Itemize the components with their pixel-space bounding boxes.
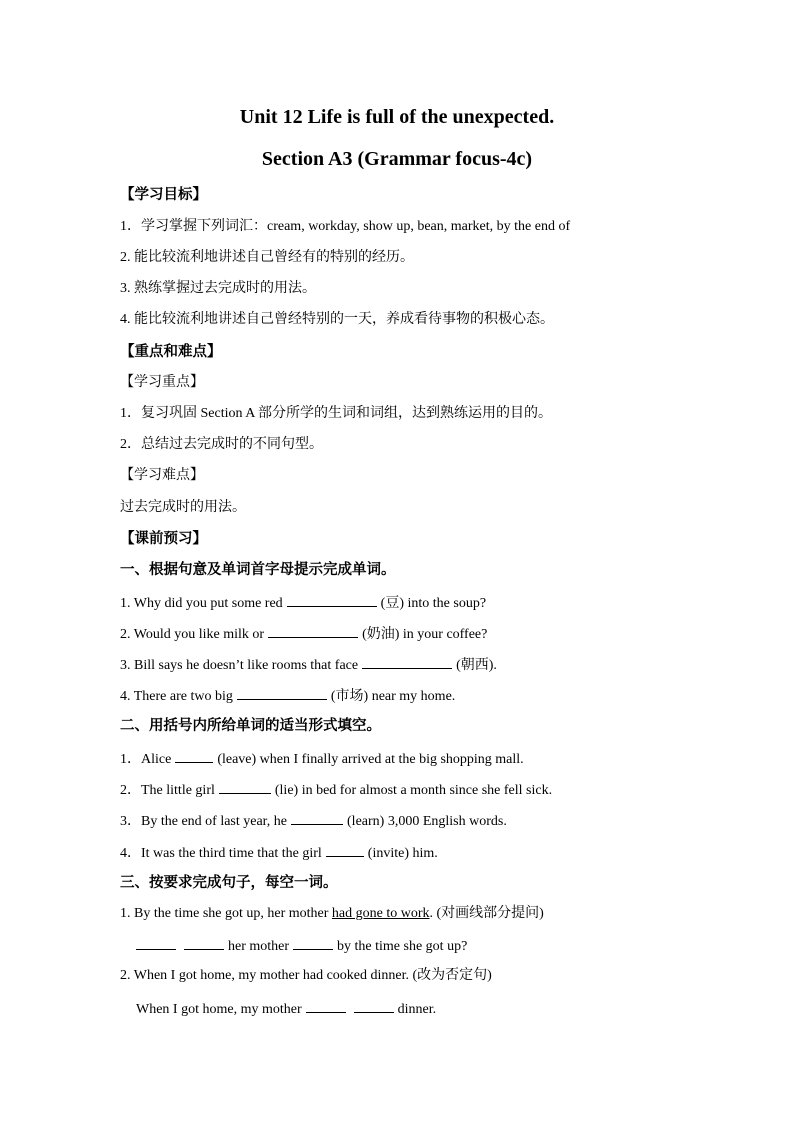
answer-blank[interactable] [291,811,343,825]
focus-item: 1．复习巩固 Section A 部分所学的生词和词组，达到熟练运用的目的。 [120,406,553,421]
question-text: 4．It was the third time that the girl [120,846,322,861]
question-instruction: . (对画线部分提问) [429,906,544,921]
answer-blank[interactable] [175,749,213,763]
answer-blank[interactable] [362,655,452,669]
key-points-heading: 【重点和难点】 [120,344,222,360]
answer-text: dinner. [397,1002,437,1017]
question-text: 2. Would you like milk or [120,627,265,642]
difficulty-text: 过去完成时的用法。 [120,500,246,515]
part2-question [120,843,438,863]
answer-blank[interactable] [306,999,346,1013]
part1-heading: 一、根据句意及单词首字母提示完成单词。 [120,562,396,578]
part2-question [120,811,507,831]
question-text: (leave) when I finally arrived at the big shopping mall. [217,752,524,767]
part1-question [120,624,487,644]
question-text: (invite) him. [367,846,438,861]
part3-question: 2. When I got home, my mother had cooked dinner. (改为否定句) [120,968,492,983]
question-text: 1. By the time she got up, her mother [120,906,329,921]
part3-answer-line [136,936,467,956]
question-text: 1. Why did you put some red [120,596,283,611]
answer-text: her mother [228,939,290,954]
part1-question [120,686,455,706]
focus-heading: 【学习重点】 [120,375,204,390]
answer-blank[interactable] [184,936,224,950]
question-text: (learn) 3,000 English words. [347,814,507,829]
question-text: (奶油) in your coffee? [362,627,488,642]
question-text: 3. Bill says he doesn’t like rooms that face [120,658,359,673]
question-text: 4. There are two big [120,689,233,704]
question-text: (lie) in bed for almost a month since she fell sick. [274,783,553,798]
part2-question [120,780,552,800]
part2-question [120,749,524,769]
objective-item: 4. 能比较流利地讲述自己曾经特别的一天，养成看待事物的积极心态。 [120,312,554,327]
answer-text: When I got home, my mother [136,1002,302,1017]
answer-blank[interactable] [293,936,333,950]
answer-blank[interactable] [287,593,377,607]
question-text: (豆) into the soup? [380,596,487,611]
title-unit: Unit 12 Life is full of the unexpected. [239,106,555,128]
question-text: 2．The little girl [120,783,215,798]
part3-heading: 三、按要求完成句子，每空一词。 [120,875,338,891]
answer-blank[interactable] [136,936,176,950]
answer-blank[interactable] [354,999,394,1013]
part2-heading: 二、用括号内所给单词的适当形式填空。 [120,718,381,734]
part1-question [120,593,486,613]
answer-blank[interactable] [268,624,358,638]
title-section: Section A3 (Grammar focus-4c) [261,148,533,170]
part1-question [120,655,497,675]
underlined-phrase: had gone to work [331,906,430,921]
part3-question [120,905,544,923]
objective-item: 3. 熟练掌握过去完成时的用法。 [120,281,316,296]
answer-blank[interactable] [237,686,327,700]
question-text: 3．By the end of last year, he [120,814,288,829]
question-text: 1．Alice [120,752,172,767]
objectives-heading: 【学习目标】 [120,187,207,203]
difficulty-heading: 【学习难点】 [120,468,204,483]
objective-item: 2. 能比较流利地讲述自己曾经有的特别的经历。 [120,250,414,265]
focus-item: 2．总结过去完成时的不同句型。 [120,437,323,452]
preview-heading: 【课前预习】 [120,531,207,547]
answer-blank[interactable] [326,843,364,857]
objective-item: 1．学习掌握下列词汇：cream, workday, show up, bean, market, by the end of [120,219,571,234]
answer-text: by the time she got up? [337,939,468,954]
part3-answer-line [136,999,436,1019]
question-text: (市场) near my home. [330,689,456,704]
question-text: (朝西). [456,658,497,673]
answer-blank[interactable] [219,780,271,794]
